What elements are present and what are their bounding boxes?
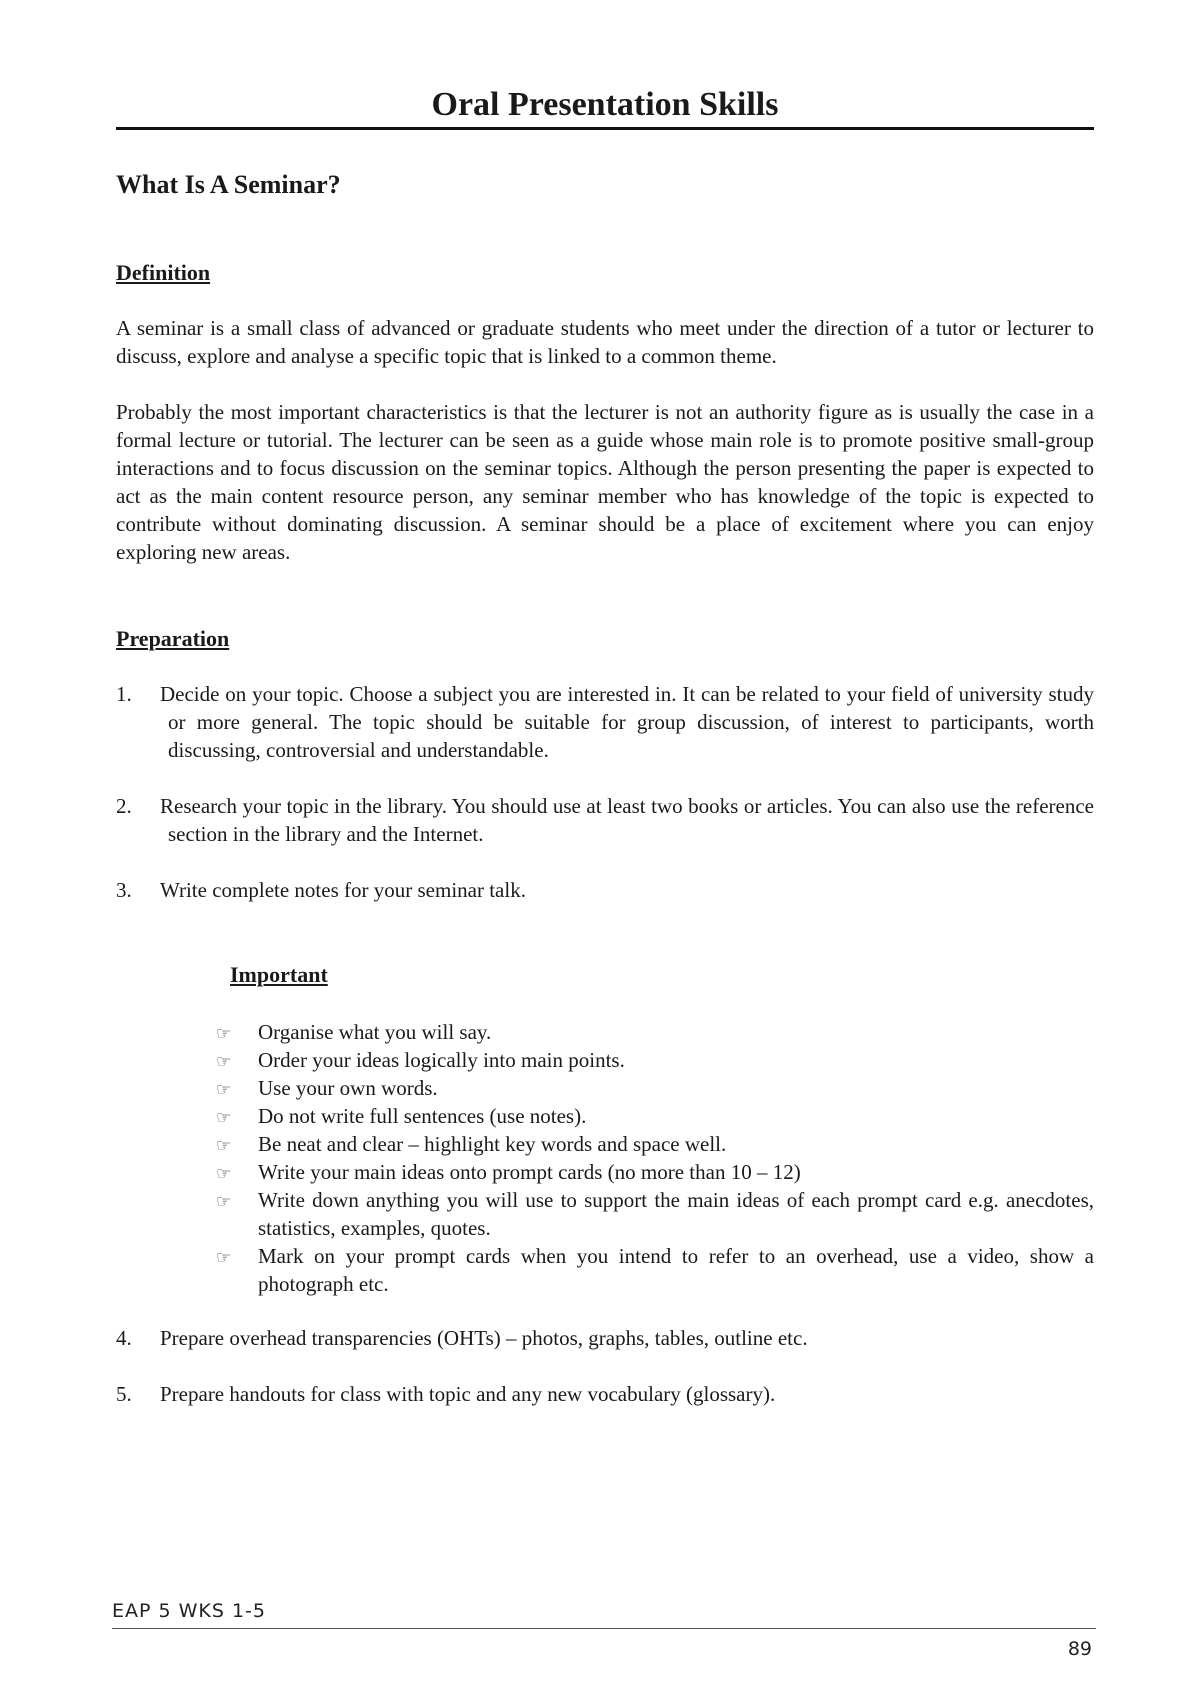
definition-paragraph-1: A seminar is a small class of advanced or graduate students who meet under the direction of a tutor or lecturer to discuss, explore and analyse a specific topic that is linked to a common theme. (116, 316, 1094, 368)
title-divider (116, 127, 1094, 130)
important-item: ☞ Write down anything you will use to support the main ideas of each prompt card e.g. anecdotes, statistics, examples, quotes. (216, 1188, 1094, 1240)
page-title: Oral Presentation Skills (431, 86, 779, 123)
footer-course-code: EAP 5 WKS 1-5 (112, 1600, 267, 1622)
step-number: 5. (116, 1382, 132, 1406)
step-text: Research your topic in the library. You should use at least two books or articles. You can also use the reference section in the library and the Internet. (160, 794, 1094, 846)
pointing-hand-icon: ☞ (216, 1080, 232, 1100)
pointing-hand-icon: ☞ (216, 1108, 232, 1128)
step-text: Decide on your topic. Choose a subject you are interested in. It can be related to your field of university study or more general. The topic should be suitable for group discussion, of interest to participants, worth discussing, controversial and understandable. (160, 682, 1094, 762)
preparation-heading: Preparation (116, 626, 230, 651)
step-number: 3. (116, 878, 132, 902)
step-number: 1. (116, 682, 132, 706)
preparation-step-4 (116, 1324, 1094, 1352)
step-number: 4. (116, 1326, 132, 1350)
important-item: ☞ Use your own words. (216, 1074, 1094, 1102)
important-item: ☞ Be neat and clear – highlight key words and space well. (216, 1130, 1094, 1158)
preparation-step-1 (116, 680, 1094, 764)
pointing-hand-icon: ☞ (216, 1136, 232, 1156)
important-list (216, 1018, 1094, 1298)
preparation-step-5 (116, 1380, 1094, 1408)
important-item: ☞ Mark on your prompt cards when you intend to refer to an overhead, use a video, show a photograph etc. (216, 1244, 1094, 1296)
pointing-hand-icon: ☞ (216, 1024, 232, 1044)
step-text: Prepare handouts for class with topic and any new vocabulary (glossary). (160, 1382, 776, 1406)
page-number: 89 (1067, 1638, 1092, 1660)
pointing-hand-icon: ☞ (216, 1248, 232, 1268)
step-number: 2. (116, 794, 132, 818)
important-item: ☞ Organise what you will say. (216, 1018, 1094, 1046)
preparation-step-3 (116, 876, 1094, 904)
important-heading: Important (230, 962, 328, 987)
pointing-hand-icon: ☞ (216, 1164, 232, 1184)
definition-paragraph-2: Probably the most important characteristics is that the lecturer is not an authority figure as is usually the case in a formal lecture or tutorial. The lecturer can be seen as a guide whose main role is to promote positive small-group interactions and to focus discussion on the seminar topics. Although the person presenting the paper is expected to act as the main content resource person, any seminar member who has knowledge of the topic is expected to contribute without dominating discussion. A seminar should be a place of excitement where you can enjoy exploring new areas. (116, 400, 1094, 564)
step-text: Write complete notes for your seminar talk. (160, 878, 526, 902)
pointing-hand-icon: ☞ (216, 1192, 232, 1212)
important-item: ☞ Order your ideas logically into main points. (216, 1046, 1094, 1074)
preparation-step-2 (116, 792, 1094, 848)
definition-heading: Definition (116, 260, 211, 285)
pointing-hand-icon: ☞ (216, 1052, 232, 1072)
step-text: Prepare overhead transparencies (OHTs) – photos, graphs, tables, outline etc. (160, 1326, 808, 1350)
footer-divider (112, 1628, 1096, 1629)
section-heading: What Is A Seminar? (116, 170, 341, 199)
important-item: ☞ Write your main ideas onto prompt cards (no more than 10 – 12) (216, 1158, 1094, 1186)
important-item: ☞ Do not write full sentences (use notes). (216, 1102, 1094, 1130)
